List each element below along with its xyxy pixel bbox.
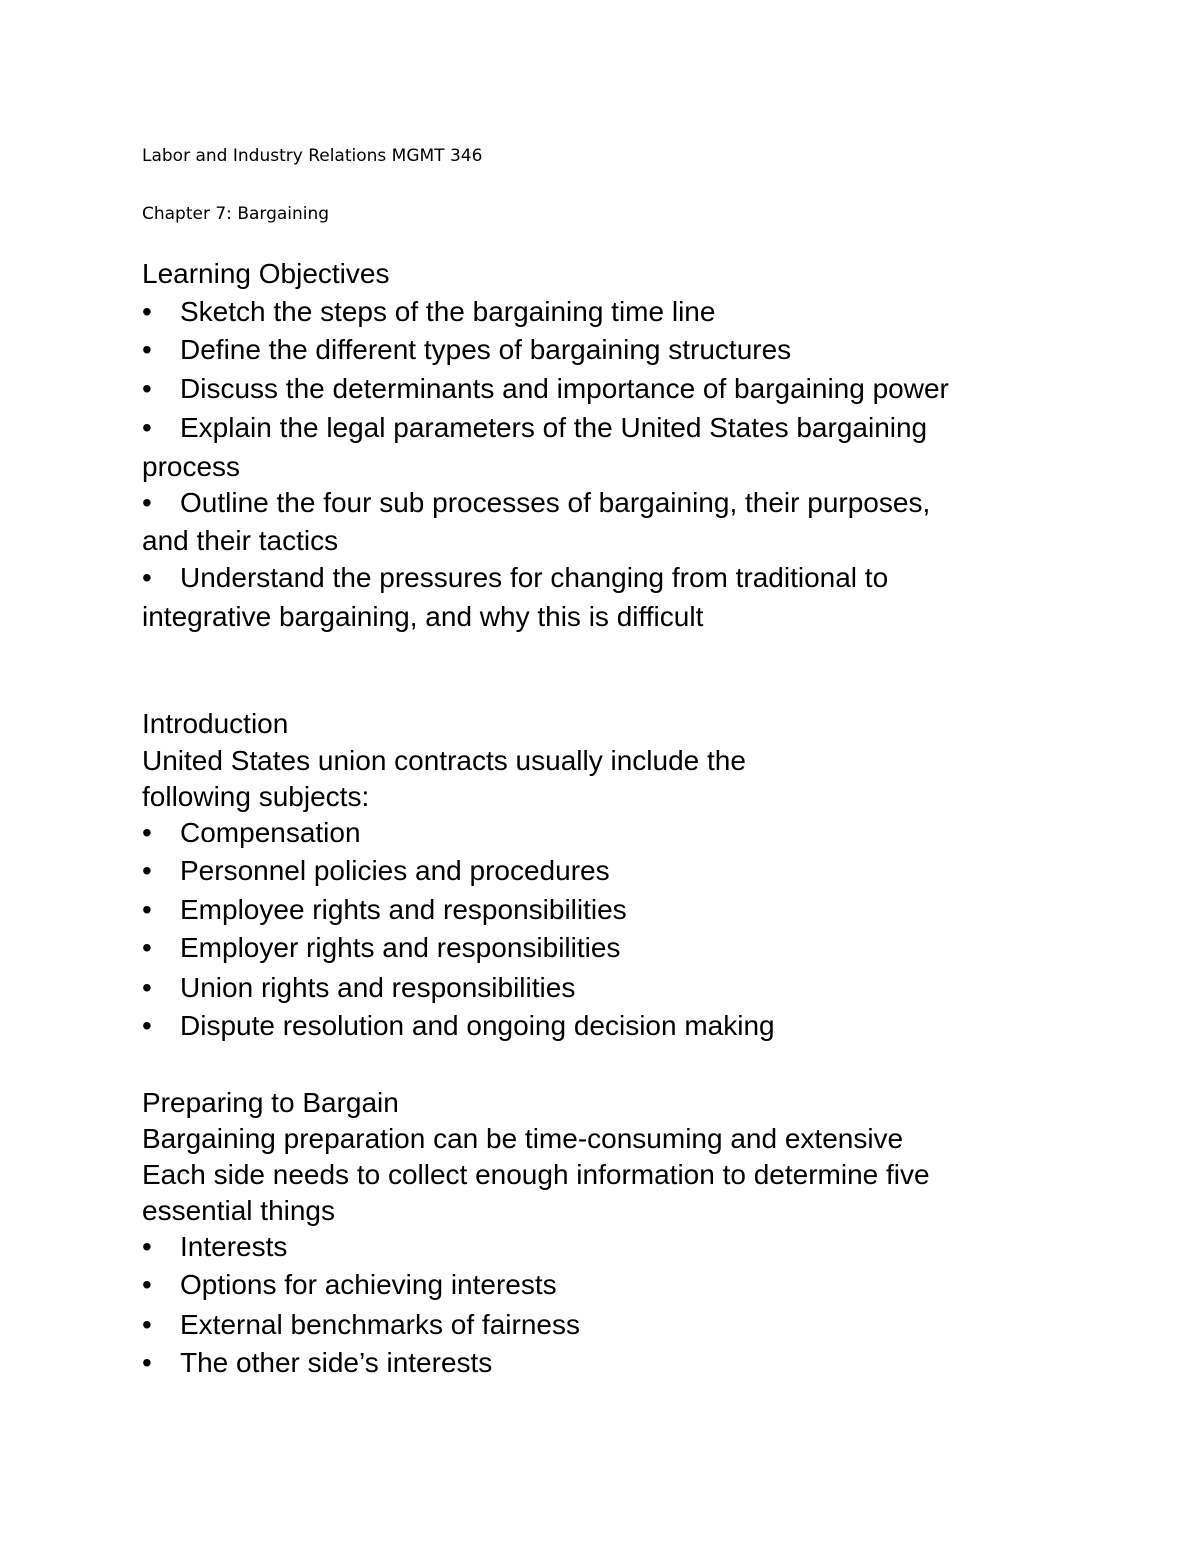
list-item-text: Personnel policies and procedures [180,855,610,886]
bullet-icon: • [142,1309,152,1340]
bullet-icon: • [142,817,152,848]
bullet-icon: • [142,373,152,404]
bullet-icon: • [142,932,152,963]
introduction-text: following subjects: [142,781,370,812]
preparing-text: essential things [142,1195,336,1226]
bullet-icon: • [142,334,152,365]
bullet-icon: • [142,1269,152,1300]
list-item-text: The other side’s interests [180,1347,493,1378]
list-item-text: Dispute resolution and ongoing decision making [180,1010,775,1041]
list-item-text: Define the different types of bargaining structures [180,334,792,365]
bullet-icon: • [142,894,152,925]
list-item-text: Outline the four sub processes of bargaining, their purposes, [180,487,931,518]
course-title: Labor and Industry Relations MGMT 346 [142,146,483,166]
list-item-text: Interests [180,1231,288,1262]
bullet-icon: • [142,562,152,593]
list-item-text: Compensation [180,817,361,848]
bullet-icon: • [142,972,152,1003]
list-item-text: Sketch the steps of the bargaining time line [180,296,716,327]
preparing-heading: Preparing to Bargain [142,1087,399,1118]
list-item-text: External benchmarks of fairness [180,1309,580,1340]
list-item-text: Discuss the determinants and importance of bargaining power [180,373,949,404]
bullet-icon: • [142,1010,152,1041]
list-item-continuation: and their tactics [142,525,339,556]
bullet-icon: • [142,855,152,886]
list-item-continuation: integrative bargaining, and why this is difficult [142,601,704,632]
list-item-text: Options for achieving interests [180,1269,557,1300]
list-item-text: Employee rights and responsibilities [180,894,627,925]
list-item-continuation: process [142,451,241,482]
chapter-title: Chapter 7: Bargaining [142,204,330,224]
introduction-heading: Introduction [142,708,289,739]
learning-objectives-heading: Learning Objectives [142,258,390,289]
preparing-text: Bargaining preparation can be time-consuming and extensive [142,1123,904,1154]
bullet-icon: • [142,296,152,327]
list-item-text: Explain the legal parameters of the United States bargaining [180,412,928,443]
introduction-text: United States union contracts usually include the [142,745,746,776]
preparing-text: Each side needs to collect enough information to determine five [142,1159,930,1190]
bullet-icon: • [142,1347,152,1378]
list-item-text: Employer rights and responsibilities [180,932,621,963]
bullet-icon: • [142,487,152,518]
list-item-text: Union rights and responsibilities [180,972,576,1003]
bullet-icon: • [142,1231,152,1262]
list-item-text: Understand the pressures for changing from traditional to [180,562,889,593]
bullet-icon: • [142,412,152,443]
